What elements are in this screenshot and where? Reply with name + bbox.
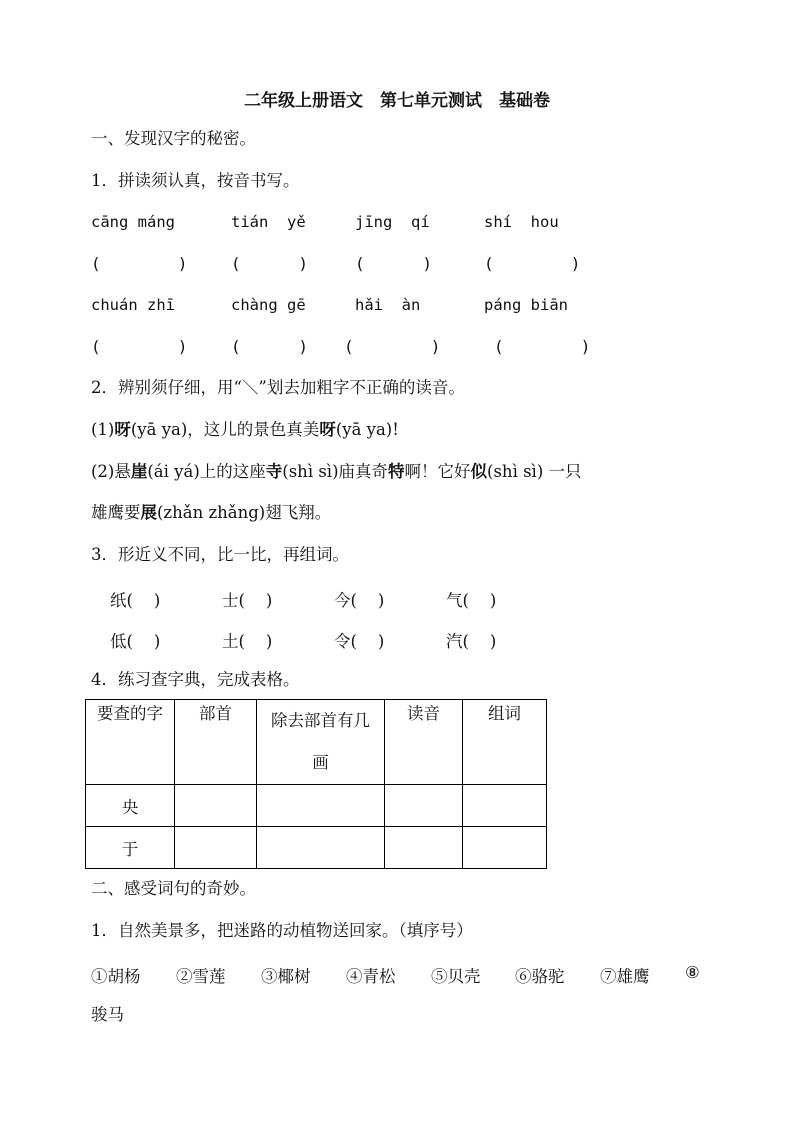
compare-item[interactable]: 低( ) bbox=[110, 632, 161, 651]
option-item: ⑧ bbox=[685, 963, 700, 982]
text-segment: (1) bbox=[91, 420, 115, 439]
table-header bbox=[257, 700, 385, 785]
pinyin-item: chàng gē bbox=[231, 296, 306, 314]
table-cell-input[interactable] bbox=[463, 785, 547, 827]
table-cell-char: 央 bbox=[86, 785, 175, 827]
pinyin-item: jīng qí bbox=[355, 213, 430, 231]
header-line: 除去部首有几 bbox=[271, 711, 370, 730]
option-item: ⑤贝壳 bbox=[431, 967, 481, 986]
answer-blank[interactable]: ( ) bbox=[494, 337, 591, 356]
table-cell-input[interactable] bbox=[175, 827, 257, 869]
table-header: 读音 bbox=[385, 700, 463, 785]
compare-item[interactable]: 今( ) bbox=[334, 591, 385, 610]
answer-blank[interactable]: ( ) bbox=[231, 337, 309, 356]
section2-heading: 二、感受词句的奇妙。 bbox=[91, 879, 256, 898]
q2-prompt: 2．辨别须仔细，用“＼”划去加粗字不正确的读音。 bbox=[91, 378, 465, 397]
compare-item[interactable]: 土( ) bbox=[222, 632, 273, 651]
table-cell-input[interactable] bbox=[385, 827, 463, 869]
pinyin-item: cāng máng bbox=[91, 213, 175, 231]
table-header: 部首 bbox=[175, 700, 257, 785]
compare-item[interactable]: 气( ) bbox=[446, 591, 497, 610]
compare-item[interactable]: 纸( ) bbox=[110, 591, 161, 610]
page-title: 二年级上册语文 第七单元测试 基础卷 bbox=[244, 91, 550, 111]
section1-heading: 一、发现汉字的秘密。 bbox=[91, 129, 256, 148]
bold-char: 呀 bbox=[319, 420, 336, 439]
pinyin-item: chuán zhī bbox=[91, 296, 175, 314]
answer-blank[interactable]: ( ) bbox=[231, 254, 309, 273]
table-cell-input[interactable] bbox=[257, 785, 385, 827]
bold-char: 崖 bbox=[130, 462, 148, 481]
table-row bbox=[86, 785, 547, 827]
bold-char: 特 bbox=[388, 462, 405, 481]
text-segment: 雄鹰要 bbox=[91, 503, 141, 522]
table-cell-input[interactable] bbox=[257, 827, 385, 869]
option-item: ④青松 bbox=[346, 967, 396, 986]
table-cell-input[interactable] bbox=[175, 785, 257, 827]
compare-item[interactable]: 令( ) bbox=[334, 632, 385, 651]
bold-char: 寺 bbox=[265, 462, 283, 481]
option-item: ③椰树 bbox=[261, 967, 311, 986]
option-item: ⑥骆驼 bbox=[515, 967, 565, 986]
q2-sentence-1 bbox=[91, 420, 399, 440]
q2-sentence-2 bbox=[91, 462, 582, 482]
bold-char: 呀 bbox=[114, 420, 131, 439]
q2-sentence-3 bbox=[91, 503, 331, 523]
table-cell-char: 于 bbox=[86, 827, 175, 869]
bold-char: 似 bbox=[470, 462, 488, 481]
pinyin-choice[interactable]: (shì sì) 一只 bbox=[487, 462, 582, 481]
pinyin-choice[interactable]: (ái yá)上的这座 bbox=[147, 462, 266, 481]
compare-item[interactable]: 汽( ) bbox=[446, 632, 497, 651]
table-header: 组词 bbox=[463, 700, 547, 785]
option-item: ⑦雄鹰 bbox=[600, 967, 650, 986]
pinyin-choice[interactable]: (yā ya)! bbox=[335, 420, 399, 439]
answer-blank[interactable]: ( ) bbox=[484, 254, 581, 273]
table-cell-input[interactable] bbox=[463, 827, 547, 869]
pinyin-item: hǎi àn bbox=[355, 296, 421, 314]
pinyin-item: páng biān bbox=[484, 296, 568, 314]
option-item: ②雪莲 bbox=[176, 967, 226, 986]
table-header: 要查的字 bbox=[86, 700, 175, 785]
compare-item[interactable]: 士( ) bbox=[222, 591, 273, 610]
bold-char: 展 bbox=[140, 503, 157, 522]
pinyin-choice[interactable]: (zhǎn zhǎng)翅飞翔。 bbox=[157, 503, 332, 522]
answer-blank[interactable]: ( ) bbox=[91, 337, 188, 356]
dictionary-table bbox=[85, 699, 547, 869]
pinyin-choice[interactable]: (shì sì)庙真奇 bbox=[282, 462, 389, 481]
table-cell-input[interactable] bbox=[385, 785, 463, 827]
pinyin-item: tián yě bbox=[231, 213, 306, 231]
text-segment: (2)悬 bbox=[91, 462, 131, 481]
pinyin-choice[interactable]: (yā ya)，这儿的景色真美 bbox=[130, 420, 320, 439]
option-item: ①胡杨 bbox=[91, 967, 141, 986]
table-row bbox=[86, 827, 547, 869]
table-header-row bbox=[86, 700, 547, 785]
pinyin-item: shí hou bbox=[484, 213, 559, 231]
answer-blank[interactable]: ( ) bbox=[91, 254, 188, 273]
text-segment: 啊！它好 bbox=[404, 462, 471, 481]
s2-q1-prompt: 1．自然美景多，把迷路的动植物送回家。（填序号） bbox=[91, 921, 473, 940]
header-line-wrap: 画 bbox=[312, 753, 329, 772]
q1-prompt: 1．拼读须认真，按音书写。 bbox=[91, 171, 300, 190]
q3-prompt: 3．形近义不同，比一比，再组词。 bbox=[91, 545, 349, 564]
answer-blank[interactable]: ( ) bbox=[355, 254, 433, 273]
option-item-wrap: 骏马 bbox=[91, 1005, 124, 1024]
answer-blank[interactable]: ( ) bbox=[344, 337, 441, 356]
q4-prompt: 4．练习查字典，完成表格。 bbox=[91, 670, 300, 689]
